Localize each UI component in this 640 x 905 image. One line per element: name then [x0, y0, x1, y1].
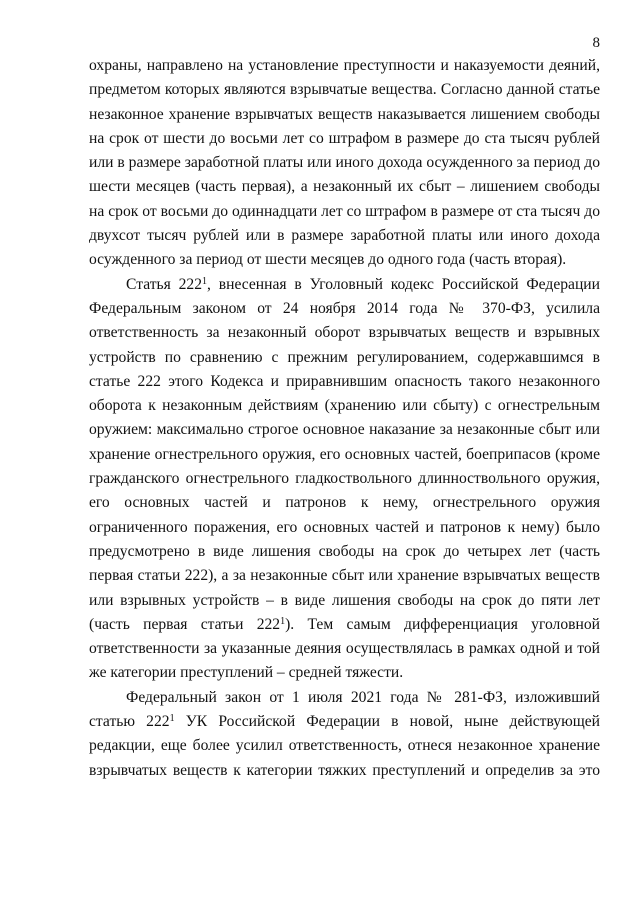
paragraph-3-text-a: Федеральный закон от 1 июля 2021 года № 281-ФЗ, изложивший статью 222	[89, 688, 600, 731]
superscript-1: 1	[202, 275, 208, 287]
paragraph-2-text-c: ). Тем самым дифференциация уголовной ответственности за указанные деяния осуществлялась в рамках одной и той же категории преступлений – средней тяжести.	[89, 615, 600, 682]
superscript-1: 1	[169, 713, 175, 725]
paragraph-2	[89, 273, 600, 686]
paragraph-3-text-b: УК Российской Федерации в новой, ныне действующей редакции, еще более усилил ответственность, отнеся незаконное хранение взрывчатых веществ к категории тяжких преступлений и определив за это	[89, 713, 600, 779]
paragraph-2-text-b: , внесенная в Уголовный кодекс Российской Федерации Федеральным законом от 24 ноября 2014 года № 370-ФЗ, усилила ответственность за незаконный оборот взрывчатых веществ и взрывных устройств по сравнению с прежним регулированием, содержавшимся в статье 222 этого Кодекса и приравнившим опасность такого незаконного оборота к незаконным действиям (хранению или сбыту) с огнестрельным оружием: максимально строгое основное наказание за незаконные сбыт или хранение огнестрельного оружия, его основных частей, боеприпасов (кроме гражданского огнестрельного гладкоствольного длинноствольного оружия, его основных частей и патронов к нему, огнестрельного оружия ограниченного поражения, его основных частей и патронов к нему) было предусмотрено в виде лишения свободы на срок до четырех лет (часть первая статьи 222), а за незаконные сбыт или хранение взрывчатых веществ или взрывных устройств – в виде лишения свободы на срок до пяти лет (часть первая статьи 222	[89, 275, 601, 633]
paragraph-3	[89, 686, 600, 783]
paragraph-1: охраны, направлено на установление преступности и наказуемости деяний, предметом которых являются взрывчатые вещества. Согласно данной статье незаконное хранение взрывчатых веществ наказывается лишением свободы на срок от шести до восьми лет со штрафом в размере до ста тысяч рублей или в размере заработной платы или иного дохода осужденного за период до шести месяцев (часть первая), а незаконный их сбыт – лишением свободы на срок от восьми до одиннадцати лет со штрафом в размере от ста тысяч до двухсот тысяч рублей или в размере заработной платы или иного дохода осужденного за период от шести месяцев до одного года (часть вторая).	[89, 57, 600, 269]
page-number: 8	[592, 35, 600, 51]
paragraph-2-text-a: Статья 222	[126, 275, 203, 293]
superscript-1: 1	[280, 615, 286, 627]
document-body	[89, 54, 600, 783]
